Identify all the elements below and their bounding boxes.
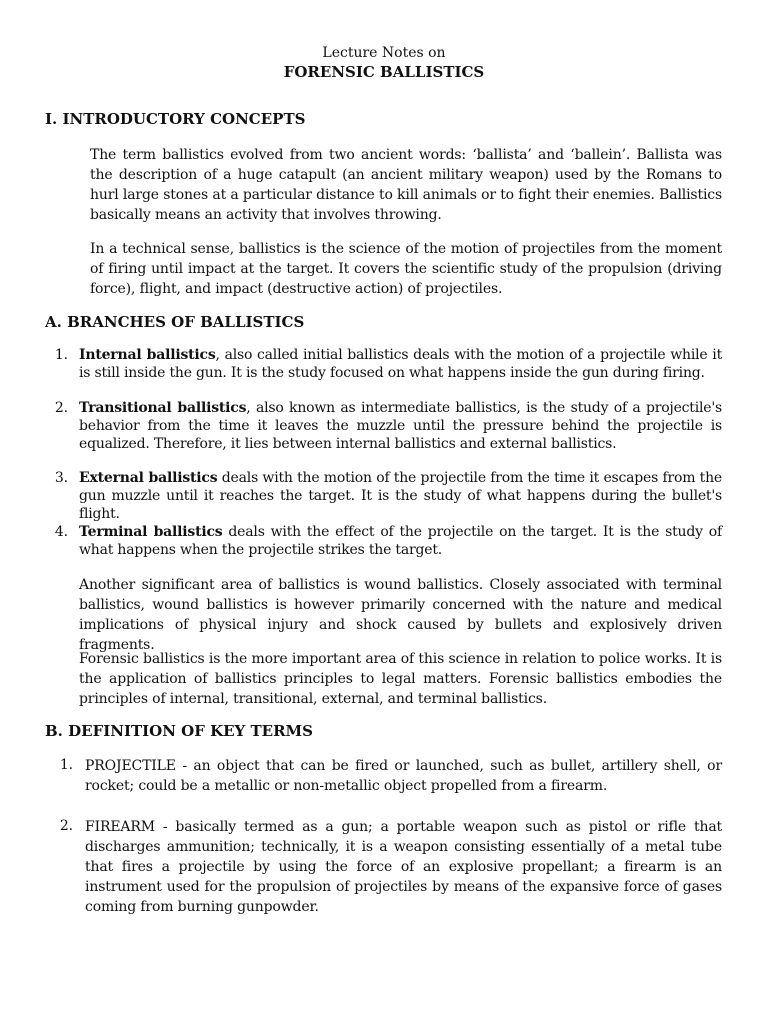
list-item-transitional-ballistics	[40, 399, 722, 455]
term-transitional-ballistics: Transitional ballistics	[79, 400, 247, 416]
list-item-number: 2.	[54, 400, 68, 416]
term-external-ballistics: External ballistics	[79, 470, 218, 486]
list-item-text	[79, 523, 722, 559]
document-subtitle: Lecture Notes on	[322, 45, 446, 61]
list-item-text	[79, 399, 722, 453]
forensic-ballistics-paragraph: Forensic ballistics is the more important area of this science in relation to police works. It is the application of ballistics principles to legal matters. Forensic ballistics embodies the principles of internal, transitional, external, and terminal ballistics.	[79, 651, 722, 707]
list-item-number: 4.	[54, 524, 68, 540]
list-item-text: FIREARM - basically termed as a gun; a portable weapon such as pistol or rifle that discharges ammunition; technically, it is a weapon consisting essentially of a metal tube that fires a projectile by using the force of an explosive propellant; a firearm is an instrument used for the propulsion of projectiles by means of the expansive force of gases coming from burning gunpowder.	[85, 819, 722, 915]
list-item-terminal-ballistics	[40, 523, 722, 563]
intro-paragraph-1: The term ballistics evolved from two ancient words: ‘ballista’ and ‘ballein’. Ballista was the description of a huge catapult (an ancient military weapon) used by the Romans to hurl large stones at a particular distance to kill animals or to fight their enemies. Ballistics basically means an activity that involves throwing.	[90, 147, 722, 223]
list-item-number: 1.	[54, 347, 68, 363]
list-item-internal-ballistics	[40, 346, 722, 386]
term-description: deals with the motion of the projectile from the time it escapes from the gun muzzle until it reaches the target. It is the study of what happens during the bullet's flight.	[79, 470, 722, 522]
term-internal-ballistics: Internal ballistics	[79, 347, 216, 363]
intro-paragraph-2: In a technical sense, ballistics is the science of the motion of projectiles from the moment of firing until impact at the target. It covers the scientific study of the propulsion (driving force), flight, and impact (destructive action) of projectiles.	[90, 241, 722, 297]
document-title: FORENSIC BALLISTICS	[283, 63, 485, 81]
list-item-projectile	[45, 756, 722, 798]
term-terminal-ballistics: Terminal ballistics	[79, 524, 223, 540]
section-heading-key-terms: B. DEFINITION OF KEY TERMS	[45, 722, 313, 740]
section-heading-introductory-concepts: I. INTRODUCTORY CONCEPTS	[45, 110, 306, 128]
list-item-firearm	[45, 817, 722, 919]
term-description: deals with the effect of the projectile on the target. It is the study of what happens when the projectile strikes the target.	[79, 524, 722, 558]
list-item-external-ballistics	[40, 469, 722, 522]
list-item-number: 1.	[59, 757, 73, 773]
list-item-number: 2.	[59, 818, 73, 834]
list-item-text	[79, 469, 722, 523]
list-item-text	[79, 346, 722, 382]
list-item-text: PROJECTILE - an object that can be fired or launched, such as bullet, artillery shell, or rocket; could be a metallic or non-metallic object propelled from a firearm.	[85, 758, 722, 794]
term-description: , also called initial ballistics deals with the motion of a projectile while it is still inside the gun. It is the study focused on what happens inside the gun during firing.	[79, 347, 722, 381]
section-heading-branches: A. BRANCHES OF BALLISTICS	[45, 313, 305, 331]
list-item-number: 3.	[54, 470, 68, 486]
term-description: , also known as intermediate ballistics, is the study of a projectile's behavior from the time it leaves the muzzle until the pressure behind the projectile is equalized. Therefore, it lies between internal ballistics and external ballistics.	[79, 400, 722, 452]
wound-ballistics-paragraph: Another significant area of ballistics is wound ballistics. Closely associated with terminal ballistics, wound ballistics is however primarily concerned with the nature and medical implications of physical injury and shock caused by bullets and explosively driven fragments.	[79, 577, 722, 653]
